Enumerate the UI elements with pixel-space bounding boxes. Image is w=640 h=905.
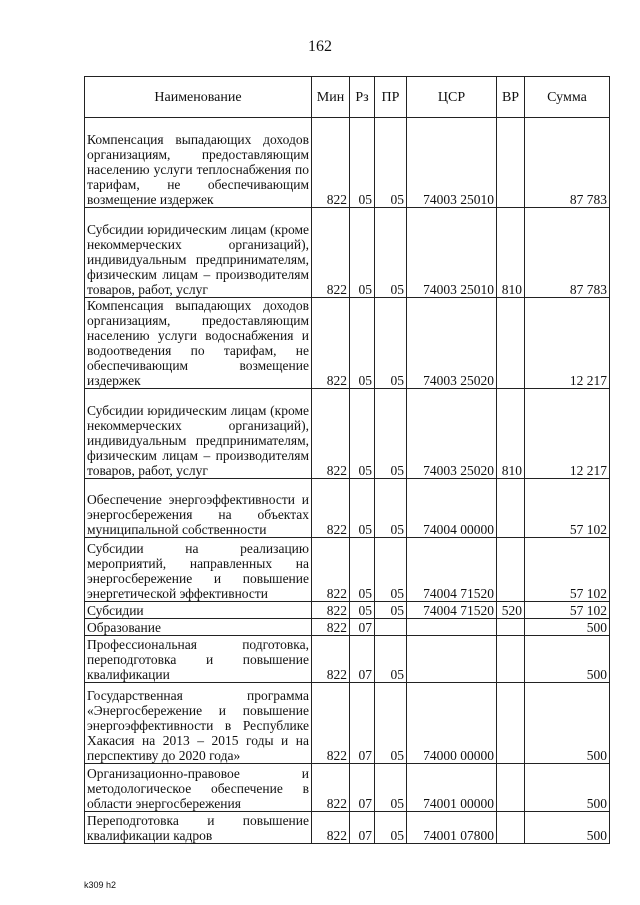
row-vr (497, 118, 525, 208)
row-min: 822 (312, 118, 350, 208)
row-pr (375, 619, 407, 636)
table-row (85, 479, 610, 538)
row-name: Субсидии (85, 602, 312, 619)
table-row (85, 619, 610, 636)
row-name: Государственная программа «Энергосбережение и повышение энергоэффективности в Республике Хакасия на 2013 – 2015 годы и на перспективу до 2020 года» (85, 683, 312, 764)
row-name: Организационно-правовое и методологическое обеспечение в области энергосбережения (85, 764, 312, 812)
row-csr (407, 619, 497, 636)
row-min: 822 (312, 683, 350, 764)
row-sum: 57 102 (525, 479, 610, 538)
page-number: 162 (308, 38, 332, 55)
table-row (85, 389, 610, 479)
row-name: Профессиональная подготовка, переподготовка и повышение квалификации (85, 636, 312, 683)
row-csr: 74003 25010 (407, 118, 497, 208)
row-sum: 500 (525, 764, 610, 812)
row-sum: 500 (525, 619, 610, 636)
table-row (85, 538, 610, 602)
row-min: 822 (312, 619, 350, 636)
row-csr: 74003 25020 (407, 298, 497, 389)
row-vr (497, 479, 525, 538)
row-rz: 05 (350, 208, 375, 298)
row-rz: 05 (350, 538, 375, 602)
row-pr: 05 (375, 683, 407, 764)
row-pr: 05 (375, 479, 407, 538)
table-row (85, 208, 610, 298)
row-min: 822 (312, 389, 350, 479)
row-sum: 87 783 (525, 208, 610, 298)
row-vr (497, 636, 525, 683)
row-min: 822 (312, 636, 350, 683)
row-rz: 07 (350, 636, 375, 683)
row-name: Компенсация выпадающих доходов организациям, предоставляющим населению услуги водоснабжения и водоотведения по тарифам, не обеспечивающим возмещение издержек (85, 298, 312, 389)
row-min: 822 (312, 812, 350, 844)
header-sum: Сумма (525, 77, 610, 118)
row-vr (497, 683, 525, 764)
row-min: 822 (312, 479, 350, 538)
row-pr: 05 (375, 764, 407, 812)
row-csr: 74004 00000 (407, 479, 497, 538)
row-name: Компенсация выпадающих доходов организациям, предоставляющим населению услуги теплоснабжения по тарифам, не обеспечивающим возмещение издержек (85, 118, 312, 208)
header-row (85, 77, 610, 118)
footer-code: k309 h2 (84, 880, 117, 890)
row-sum: 500 (525, 636, 610, 683)
row-name: Субсидии на реализацию мероприятий, направленных на энергосбережение и повышение энергетической эффективности (85, 538, 312, 602)
row-sum: 12 217 (525, 298, 610, 389)
row-rz: 05 (350, 118, 375, 208)
table-row (85, 298, 610, 389)
row-name: Субсидии юридическим лицам (кроме некоммерческих организаций), индивидуальным предпринимателям, физическим лицам – производителям товаров, работ, услуг (85, 389, 312, 479)
row-sum: 12 217 (525, 389, 610, 479)
row-vr (497, 298, 525, 389)
row-rz: 05 (350, 389, 375, 479)
budget-table (84, 76, 610, 844)
row-sum: 57 102 (525, 602, 610, 619)
row-sum: 500 (525, 683, 610, 764)
row-rz: 05 (350, 602, 375, 619)
row-csr: 74003 25010 (407, 208, 497, 298)
header-pr: ПР (375, 77, 407, 118)
row-pr: 05 (375, 812, 407, 844)
row-vr (497, 764, 525, 812)
row-vr (497, 619, 525, 636)
row-pr: 05 (375, 208, 407, 298)
row-csr: 74001 00000 (407, 764, 497, 812)
row-vr (497, 538, 525, 602)
header-csr: ЦСР (407, 77, 497, 118)
table-row (85, 764, 610, 812)
row-pr: 05 (375, 538, 407, 602)
row-min: 822 (312, 602, 350, 619)
header-rz: Рз (350, 77, 375, 118)
row-vr (497, 812, 525, 844)
row-name: Обеспечение энергоэффективности и энергосбережения на объектах муниципальной собственности (85, 479, 312, 538)
row-pr: 05 (375, 389, 407, 479)
row-rz: 07 (350, 812, 375, 844)
header-name: Наименование (85, 77, 312, 118)
row-csr (407, 636, 497, 683)
table-row (85, 683, 610, 764)
row-csr: 74004 71520 (407, 538, 497, 602)
header-min: Мин (312, 77, 350, 118)
row-pr: 05 (375, 298, 407, 389)
row-pr: 05 (375, 118, 407, 208)
row-sum: 57 102 (525, 538, 610, 602)
row-name: Образование (85, 619, 312, 636)
table-row (85, 636, 610, 683)
row-min: 822 (312, 764, 350, 812)
row-rz: 07 (350, 764, 375, 812)
row-csr: 74000 00000 (407, 683, 497, 764)
row-vr: 520 (497, 602, 525, 619)
row-vr: 810 (497, 208, 525, 298)
row-csr: 74001 07800 (407, 812, 497, 844)
table-row (85, 602, 610, 619)
table-header (85, 77, 610, 118)
table-row (85, 118, 610, 208)
row-rz: 07 (350, 619, 375, 636)
row-min: 822 (312, 298, 350, 389)
row-rz: 05 (350, 479, 375, 538)
row-rz: 07 (350, 683, 375, 764)
row-min: 822 (312, 208, 350, 298)
row-csr: 74004 71520 (407, 602, 497, 619)
row-name: Переподготовка и повышение квалификации кадров (85, 812, 312, 844)
table-body (85, 118, 610, 844)
table-row (85, 812, 610, 844)
header-vr: ВР (497, 77, 525, 118)
row-pr: 05 (375, 636, 407, 683)
row-sum: 500 (525, 812, 610, 844)
row-vr: 810 (497, 389, 525, 479)
row-min: 822 (312, 538, 350, 602)
row-name: Субсидии юридическим лицам (кроме некоммерческих организаций), индивидуальным предпринимателям, физическим лицам – производителям товаров, работ, услуг (85, 208, 312, 298)
row-sum: 87 783 (525, 118, 610, 208)
row-rz: 05 (350, 298, 375, 389)
row-pr: 05 (375, 602, 407, 619)
row-csr: 74003 25020 (407, 389, 497, 479)
